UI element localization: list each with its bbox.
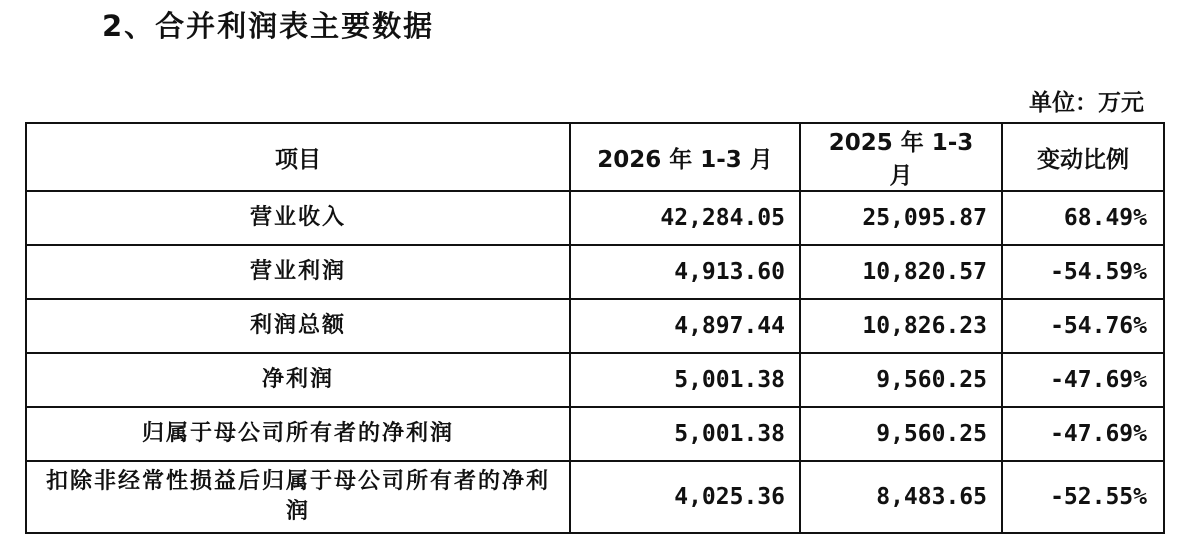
row-change: -47.69% [1002,407,1164,461]
row-current: 4,897.44 [570,299,800,353]
row-change: 68.49% [1002,191,1164,245]
row-previous: 8,483.65 [800,461,1002,533]
row-current: 42,284.05 [570,191,800,245]
row-current: 4,025.36 [570,461,800,533]
row-previous: 10,820.57 [800,245,1002,299]
header-current-period: 2026 年 1-3 月 [570,123,800,191]
header-item: 项目 [26,123,570,191]
table-row [26,353,1164,407]
row-item: 扣除非经常性损益后归属于母公司所有者的净利润 [26,461,570,533]
table-row [26,407,1164,461]
row-change: -54.59% [1002,245,1164,299]
row-previous: 9,560.25 [800,353,1002,407]
row-change: -47.69% [1002,353,1164,407]
row-item: 净利润 [26,353,570,407]
row-item: 营业收入 [26,191,570,245]
table-header-row [26,123,1164,191]
row-previous: 25,095.87 [800,191,1002,245]
row-item: 利润总额 [26,299,570,353]
unit-label: 单位：万元 [1029,90,1144,116]
table-row [26,245,1164,299]
header-previous-period: 2025 年 1-3 月 [800,123,1002,191]
table-row [26,461,1164,533]
row-previous: 9,560.25 [800,407,1002,461]
row-item: 归属于母公司所有者的净利润 [26,407,570,461]
row-current: 5,001.38 [570,407,800,461]
row-current: 5,001.38 [570,353,800,407]
section-title: 2、合并利润表主要数据 [102,9,435,43]
income-statement-table [25,122,1165,534]
header-change-ratio: 变动比例 [1002,123,1164,191]
row-change: -54.76% [1002,299,1164,353]
table-row [26,299,1164,353]
row-change: -52.55% [1002,461,1164,533]
row-previous: 10,826.23 [800,299,1002,353]
table-row [26,191,1164,245]
row-current: 4,913.60 [570,245,800,299]
row-item: 营业利润 [26,245,570,299]
